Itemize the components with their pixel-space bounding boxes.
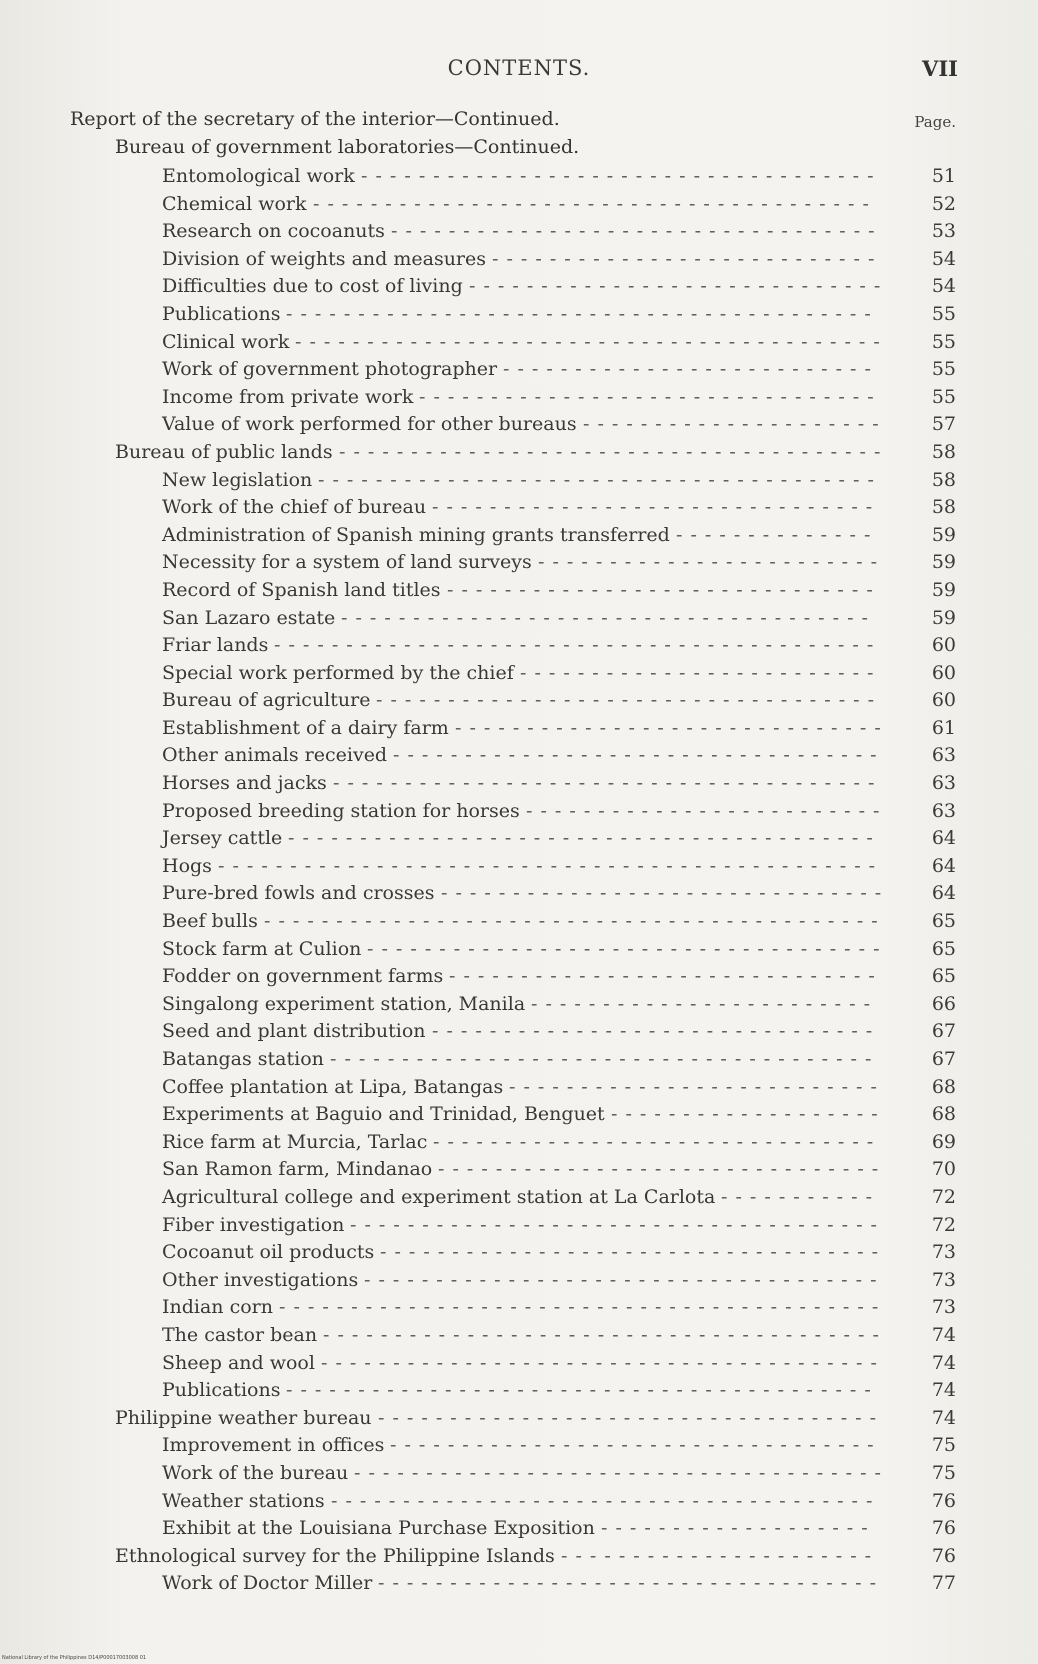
toc-entry-page: 64 <box>931 827 956 850</box>
toc-entry-label: Other animals received <box>162 744 388 767</box>
toc-entry-label: Pure-bred fowls and crosses <box>162 882 435 905</box>
toc-entry <box>0 439 1038 467</box>
dot-leader: - - - - - - - - - - - - - - - - - - - <box>601 1517 869 1540</box>
dot-leader: - - - - - - - - - - - - - - - - - - - - - - - - - - - - - - - - - - - - - - - - - - <box>279 1296 880 1319</box>
dot-leader: - - - - - - - - - - - - - - - - - - - - - - - - - - - - - - - <box>438 1158 880 1181</box>
dot-leader: - - - - - - - - - - - - - - - - - - - - - - - - - - - - - - - - - - - - - - <box>331 1489 874 1512</box>
toc-entry-label: Record of Spanish land titles <box>162 578 441 601</box>
dot-leader: - - - - - - - - - - - - - - - - - - - - - - - - - - - - - <box>469 275 882 298</box>
toc-entry-page: 73 <box>931 1296 956 1319</box>
dot-leader: - - - - - - - - - - - - - - - - - - - - - - - - - <box>526 799 881 822</box>
toc-entry-label: Difficulties due to cost of living <box>162 275 463 298</box>
toc-entry-label: Improvement in offices <box>162 1434 385 1457</box>
dot-leader: - - - - - - - - - - - - - - <box>676 523 872 546</box>
toc-entry <box>0 1432 1038 1460</box>
toc-entry-label: Singalong experiment station, Manila <box>162 992 526 1015</box>
toc-entry-page: 67 <box>931 1048 956 1070</box>
toc-entry-label: Sheep and wool <box>162 1351 315 1374</box>
dot-leader: - - - - - - - - - - - - - - - - - - - - - - - - - - - - - - - - - - - - - <box>341 606 869 629</box>
toc-entry-page: 74 <box>931 1351 956 1374</box>
dot-leader: - - - - - - - - - - - - - - - - - - - - - - - - - - - - - - - - - - - <box>378 1572 878 1595</box>
toc-entry-page: 55 <box>931 385 956 408</box>
toc-entry <box>0 1267 1038 1295</box>
toc-entry-label: Division of weights and measures <box>162 247 487 270</box>
dot-leader: - - - - - - - - - - - - - - - - - - - - - - - - - - - - - - - - - - - - - - - - - <box>286 1379 872 1402</box>
toc-entry <box>0 577 1038 605</box>
dot-leader: - - - - - - - - - - - - - - - - - - - - - - - - - - - - - - - <box>432 496 874 519</box>
dot-leader: - - - - - - - - - - - - - - - - - - - - - <box>583 413 880 436</box>
toc-entry-label: Other investigations <box>162 1268 359 1291</box>
toc-entry <box>0 880 1038 908</box>
toc-entry-page: 74 <box>931 1323 956 1346</box>
toc-entry-page: 60 <box>931 634 956 657</box>
toc-entry-page: 67 <box>931 1020 956 1043</box>
toc-entry-label: Friar lands <box>162 634 269 657</box>
dot-leader: - - - - - - - - - - - - - - - - - - - - - - - - - - - - - - - - - - - - - - - - - - - - - - <box>218 854 877 877</box>
dot-leader: - - - - - - - - - - - - - - - - - - - - - - - - - - - <box>492 247 876 270</box>
dot-leader: - - - - - - - - - - - - - - - - - - - - - - - - - - - - - - - - - - - - <box>364 1268 878 1291</box>
toc-entry-page: 73 <box>931 1241 956 1264</box>
toc-entry <box>0 384 1038 412</box>
toc-entry-page: 77 <box>931 1572 956 1595</box>
toc-entry-page: 72 <box>931 1185 956 1208</box>
toc-entry <box>0 1046 1038 1074</box>
dot-leader: - - - - - - - - - - - - - - - - - - - - - - - - - - - - - - - - - - - <box>378 1406 878 1429</box>
toc-entry-label: Work of government photographer <box>162 358 498 381</box>
toc-entry-page: 63 <box>931 772 956 795</box>
toc-entry-page: 55 <box>931 358 956 381</box>
toc-entry-page: 76 <box>931 1544 956 1567</box>
dot-leader: - - - - - - - - - - - - - - - - - - - - - - - - - - - - - - - - - - - - - - - - - <box>286 302 872 325</box>
toc-entry-page: 57 <box>931 413 956 436</box>
toc-entry-page: 64 <box>931 854 956 877</box>
toc-entry <box>0 329 1038 357</box>
toc-entry-page: 54 <box>931 275 956 298</box>
toc-entry-page: 63 <box>931 744 956 767</box>
toc-entry-label: Cocoanut oil products <box>162 1241 375 1264</box>
toc-entry <box>0 218 1038 246</box>
dot-leader: - - - - - - - - - - - - - - - - - - - <box>611 1103 879 1126</box>
dot-leader: - - - - - - - - - - - - - - - - - - - - - - - - - - - - - - <box>455 716 882 739</box>
toc-entry-page: 55 <box>931 330 956 353</box>
toc-entry <box>0 853 1038 881</box>
toc-entry-label: Proposed breeding station for horses <box>162 799 520 822</box>
dot-leader: - - - - - - - - - - - - - - - - - - - - - - - - - - - - - - - - - - - - - - - - - - - <box>264 910 879 933</box>
toc-entry-page: 60 <box>931 661 956 684</box>
toc-entry-page: 75 <box>931 1461 956 1484</box>
toc-entry-label: Work of the bureau <box>162 1461 349 1484</box>
toc-entry-page: 59 <box>931 551 956 574</box>
toc-entry-page: 65 <box>931 937 956 960</box>
toc-entry <box>0 1129 1038 1157</box>
toc-entry <box>0 1488 1038 1516</box>
dot-leader: - - - - - - - - - - - - - - - - - - - - - - - - - - - - - - - - - - - <box>376 689 876 712</box>
toc-entry-page: 70 <box>931 1158 956 1181</box>
dot-leader: - - - - - - - - - - - - - - - - - - - - - - - - - - <box>509 1075 878 1098</box>
toc-entry-page: 58 <box>931 440 956 463</box>
toc-entry-page: 72 <box>931 1213 956 1236</box>
toc-entry-label: Special work performed by the chief <box>162 661 514 684</box>
toc-entry-label: Work of Doctor Miller <box>162 1572 373 1595</box>
toc-entry-page: 73 <box>931 1268 956 1291</box>
footer-note: National Library of the Philippines D14/P00017003008 01 <box>2 1655 147 1661</box>
toc-entry <box>0 1101 1038 1129</box>
dot-leader: - - - - - - - - - - - - - - - - - - - - - - - - - - - - - - - - - - - <box>380 1241 880 1264</box>
toc-entry <box>0 1570 1038 1598</box>
dot-leader: - - - - - - - - - - - - - - - - - - - - - - - - - - - - - - - - - - - - - - <box>339 440 882 463</box>
toc-entry-page: 74 <box>931 1379 956 1402</box>
dot-leader: - - - - - - - - - - - - - - - - - - - - - - - - - - - - - - - - - - - - - - - - - <box>288 827 874 850</box>
toc-entry <box>0 825 1038 853</box>
toc-entry <box>0 1543 1038 1571</box>
toc-entry-page: 63 <box>931 799 956 822</box>
toc-entry <box>0 1377 1038 1405</box>
toc-entry <box>0 1350 1038 1378</box>
toc-entry-page: 65 <box>931 910 956 933</box>
table-of-contents <box>0 163 1038 1598</box>
toc-entry-page: 59 <box>931 606 956 629</box>
dot-leader: - - - - - - - - - - - - - - - - - - - - - - - - - - - - - - - <box>441 882 883 905</box>
toc-entry <box>0 770 1038 798</box>
dot-leader: - - - - - - - - - - - - - - - - - - - - - - - - - - - - - - <box>449 965 876 988</box>
toc-entry <box>0 632 1038 660</box>
dot-leader: - - - - - - - - - - - - - - - - - - - - - - - - - - - - - - - - - - - - - - <box>330 1048 873 1070</box>
toc-entry-label: Seed and plant distribution <box>162 1020 426 1043</box>
dot-leader: - - - - - - - - - - - - - - - - - - - - - - - - - - - - - - - - - - - - - - - <box>323 1323 880 1346</box>
toc-entry-label: Entomological work <box>162 165 355 187</box>
dot-leader: - - - - - - - - - - - - - - - - - - - - - - - - - - - - - - - - - - - - - - - <box>318 468 875 491</box>
toc-entry <box>0 660 1038 688</box>
toc-entry-page: 61 <box>931 716 956 739</box>
toc-entry <box>0 1515 1038 1543</box>
dot-leader: - - - - - - - - - - - - - - - - - - - - - - - - - - - - - - - - - - - - <box>367 937 881 960</box>
toc-entry <box>0 1460 1038 1488</box>
toc-entry-page: 51 <box>931 165 956 187</box>
page-column-heading: Page. <box>914 113 956 131</box>
toc-entry-label: Rice farm at Murcia, Tarlac <box>162 1130 428 1153</box>
toc-entry <box>0 1018 1038 1046</box>
dot-leader: - - - - - - - - - - - - - - - - - - - - - - - - - - - - - - <box>447 578 874 601</box>
toc-entry-page: 64 <box>931 882 956 905</box>
toc-entry-page: 60 <box>931 689 956 712</box>
toc-entry-label: Publications <box>162 302 281 325</box>
toc-entry <box>0 1074 1038 1102</box>
toc-entry-page: 65 <box>931 965 956 988</box>
toc-entry-page: 54 <box>931 247 956 270</box>
toc-entry-page: 66 <box>931 992 956 1015</box>
toc-entry <box>0 1294 1038 1322</box>
toc-entry <box>0 1156 1038 1184</box>
dot-leader: - - - - - - - - - - - - - - - - - - - - - - - - - <box>520 661 875 684</box>
toc-entry <box>0 991 1038 1019</box>
toc-entry <box>0 687 1038 715</box>
toc-entry-label: Necessity for a system of land surveys <box>162 551 532 574</box>
toc-entry <box>0 163 1038 191</box>
toc-entry-label: Publications <box>162 1379 281 1402</box>
toc-entry-label: Beef bulls <box>162 910 258 933</box>
dot-leader: - - - - - - - - - - - - - - - - - - - - - - - - <box>531 992 871 1015</box>
toc-entry <box>0 411 1038 439</box>
dot-leader: - - - - - - - - - - - - - - - - - - - - - - - - <box>538 551 878 574</box>
toc-entry <box>0 467 1038 495</box>
toc-entry <box>0 191 1038 219</box>
toc-entry-label: New legislation <box>162 468 313 491</box>
dot-leader: - - - - - - - - - - - - - - - - - - - - - - - - - - - - - - - - - - <box>393 744 878 767</box>
toc-entry-label: Fiber investigation <box>162 1213 345 1236</box>
toc-entry-label: Bureau of agriculture <box>162 689 371 712</box>
toc-entry-page: 76 <box>931 1489 956 1512</box>
dot-leader: - - - - - - - - - - - - - - - - - - - - - - - - - - - - - - - - - - - - - - - <box>321 1351 878 1374</box>
toc-entry <box>0 246 1038 274</box>
toc-entry <box>0 1184 1038 1212</box>
toc-entry-label: The castor bean <box>162 1323 318 1346</box>
toc-entry-label: San Ramon farm, Mindanao <box>162 1158 433 1181</box>
dot-leader: - - - - - - - - - - - - - - - - - - - - - - - - - - - - - - - - - - - - <box>361 165 875 187</box>
toc-entry-label: Administration of Spanish mining grants transferred <box>162 523 670 546</box>
toc-entry <box>0 1239 1038 1267</box>
toc-entry-page: 59 <box>931 523 956 546</box>
dot-leader: - - - - - - - - - - - - - - - - - - - - - - - - - - - - - - - - - - <box>391 220 876 243</box>
toc-entry-label: Research on cocoanuts <box>162 220 385 243</box>
dot-leader: - - - - - - - - - - - - - - - - - - - - - - - - - - - - - - - - - - - - - <box>354 1461 882 1484</box>
toc-entry <box>0 908 1038 936</box>
dot-leader: - - - - - - - - - - - - - - - - - - - - - - - - - - - - - - - - - - - - - <box>350 1213 878 1236</box>
toc-entry-page: 74 <box>931 1406 956 1429</box>
toc-entry-label: Agricultural college and experiment station at La Carlota <box>162 1185 716 1208</box>
toc-entry <box>0 301 1038 329</box>
toc-entry-label: San Lazaro estate <box>162 606 336 629</box>
toc-entry-label: Indian corn <box>162 1296 273 1319</box>
toc-entry-page: 59 <box>931 578 956 601</box>
toc-entry-label: Bureau of public lands <box>115 440 333 463</box>
toc-entry-label: Fodder on government farms <box>162 965 444 988</box>
toc-entry-label: Philippine weather bureau <box>115 1406 372 1429</box>
toc-entry <box>0 1405 1038 1433</box>
bureau-continued-heading: Bureau of government laboratories—Continued. <box>115 136 580 158</box>
dot-leader: - - - - - - - - - - - - - - - - - - - - - - - - - - - - - - - - - - <box>390 1434 875 1457</box>
toc-entry-label: Stock farm at Culion <box>162 937 362 960</box>
toc-entry-page: 53 <box>931 220 956 243</box>
toc-entry <box>0 1212 1038 1240</box>
toc-entry-page: 58 <box>931 496 956 519</box>
toc-entry-label: Work of the chief of bureau <box>162 496 427 519</box>
toc-entry <box>0 273 1038 301</box>
toc-entry-label: Chemical work <box>162 192 307 215</box>
toc-entry <box>0 494 1038 522</box>
dot-leader: - - - - - - - - - - - - - - - - - - - - - - - - - - - - - - - <box>433 1130 875 1153</box>
dot-leader: - - - - - - - - - - - <box>721 1185 874 1208</box>
toc-entry <box>0 715 1038 743</box>
dot-leader: - - - - - - - - - - - - - - - - - - - - - - <box>561 1544 873 1567</box>
report-heading: Report of the secretary of the interior—Continued. <box>70 108 560 130</box>
toc-entry-page: 52 <box>931 192 956 215</box>
toc-entry <box>0 1322 1038 1350</box>
toc-entry-label: Income from private work <box>162 385 414 408</box>
toc-entry-label: Establishment of a dairy farm <box>162 716 449 739</box>
toc-entry-label: Ethnological survey for the Philippine Islands <box>115 1544 555 1567</box>
toc-entry <box>0 963 1038 991</box>
toc-entry-label: Batangas station <box>162 1048 324 1070</box>
toc-entry <box>0 936 1038 964</box>
toc-entry-label: Jersey cattle <box>162 827 283 850</box>
toc-entry-page: 76 <box>931 1517 956 1540</box>
toc-entry-page: 55 <box>931 302 956 325</box>
toc-entry-page: 75 <box>931 1434 956 1457</box>
dot-leader: - - - - - - - - - - - - - - - - - - - - - - - - - - - - - - - - <box>419 385 875 408</box>
toc-entry-page: 58 <box>931 468 956 491</box>
toc-entry-page: 69 <box>931 1130 956 1153</box>
toc-entry <box>0 356 1038 384</box>
toc-entry-label: Clinical work <box>162 330 290 353</box>
toc-entry-label: Value of work performed for other bureaus <box>162 413 577 436</box>
toc-entry <box>0 549 1038 577</box>
page-title: CONTENTS. <box>447 56 591 80</box>
toc-entry-page: 68 <box>931 1075 956 1098</box>
toc-entry-page: 68 <box>931 1103 956 1126</box>
toc-entry <box>0 522 1038 550</box>
toc-entry-label: Weather stations <box>162 1489 325 1512</box>
dot-leader: - - - - - - - - - - - - - - - - - - - - - - - - - - - - - - - <box>432 1020 874 1043</box>
dot-leader: - - - - - - - - - - - - - - - - - - - - - - - - - - - - - - - - - - - - - - - <box>313 192 870 215</box>
toc-entry <box>0 798 1038 826</box>
toc-entry <box>0 605 1038 633</box>
dot-leader: - - - - - - - - - - - - - - - - - - - - - - - - - - - - - - - - - - - - - - <box>333 772 876 795</box>
page-folio: VII <box>922 56 958 81</box>
dot-leader: - - - - - - - - - - - - - - - - - - - - - - - - - - - - - - - - - - - - - - - - - - <box>274 634 875 657</box>
dot-leader: - - - - - - - - - - - - - - - - - - - - - - - - - - - - - - - - - - - - - - - - - <box>295 330 881 353</box>
toc-entry-label: Exhibit at the Louisiana Purchase Exposition <box>162 1517 595 1540</box>
dot-leader: - - - - - - - - - - - - - - - - - - - - - - - - - - <box>503 358 872 381</box>
toc-entry-label: Experiments at Baguio and Trinidad, Benguet <box>162 1103 605 1126</box>
toc-entry-label: Coffee plantation at Lipa, Batangas <box>162 1075 504 1098</box>
toc-entry-label: Horses and jacks <box>162 772 327 795</box>
toc-entry <box>0 742 1038 770</box>
toc-entry-label: Hogs <box>162 854 212 877</box>
